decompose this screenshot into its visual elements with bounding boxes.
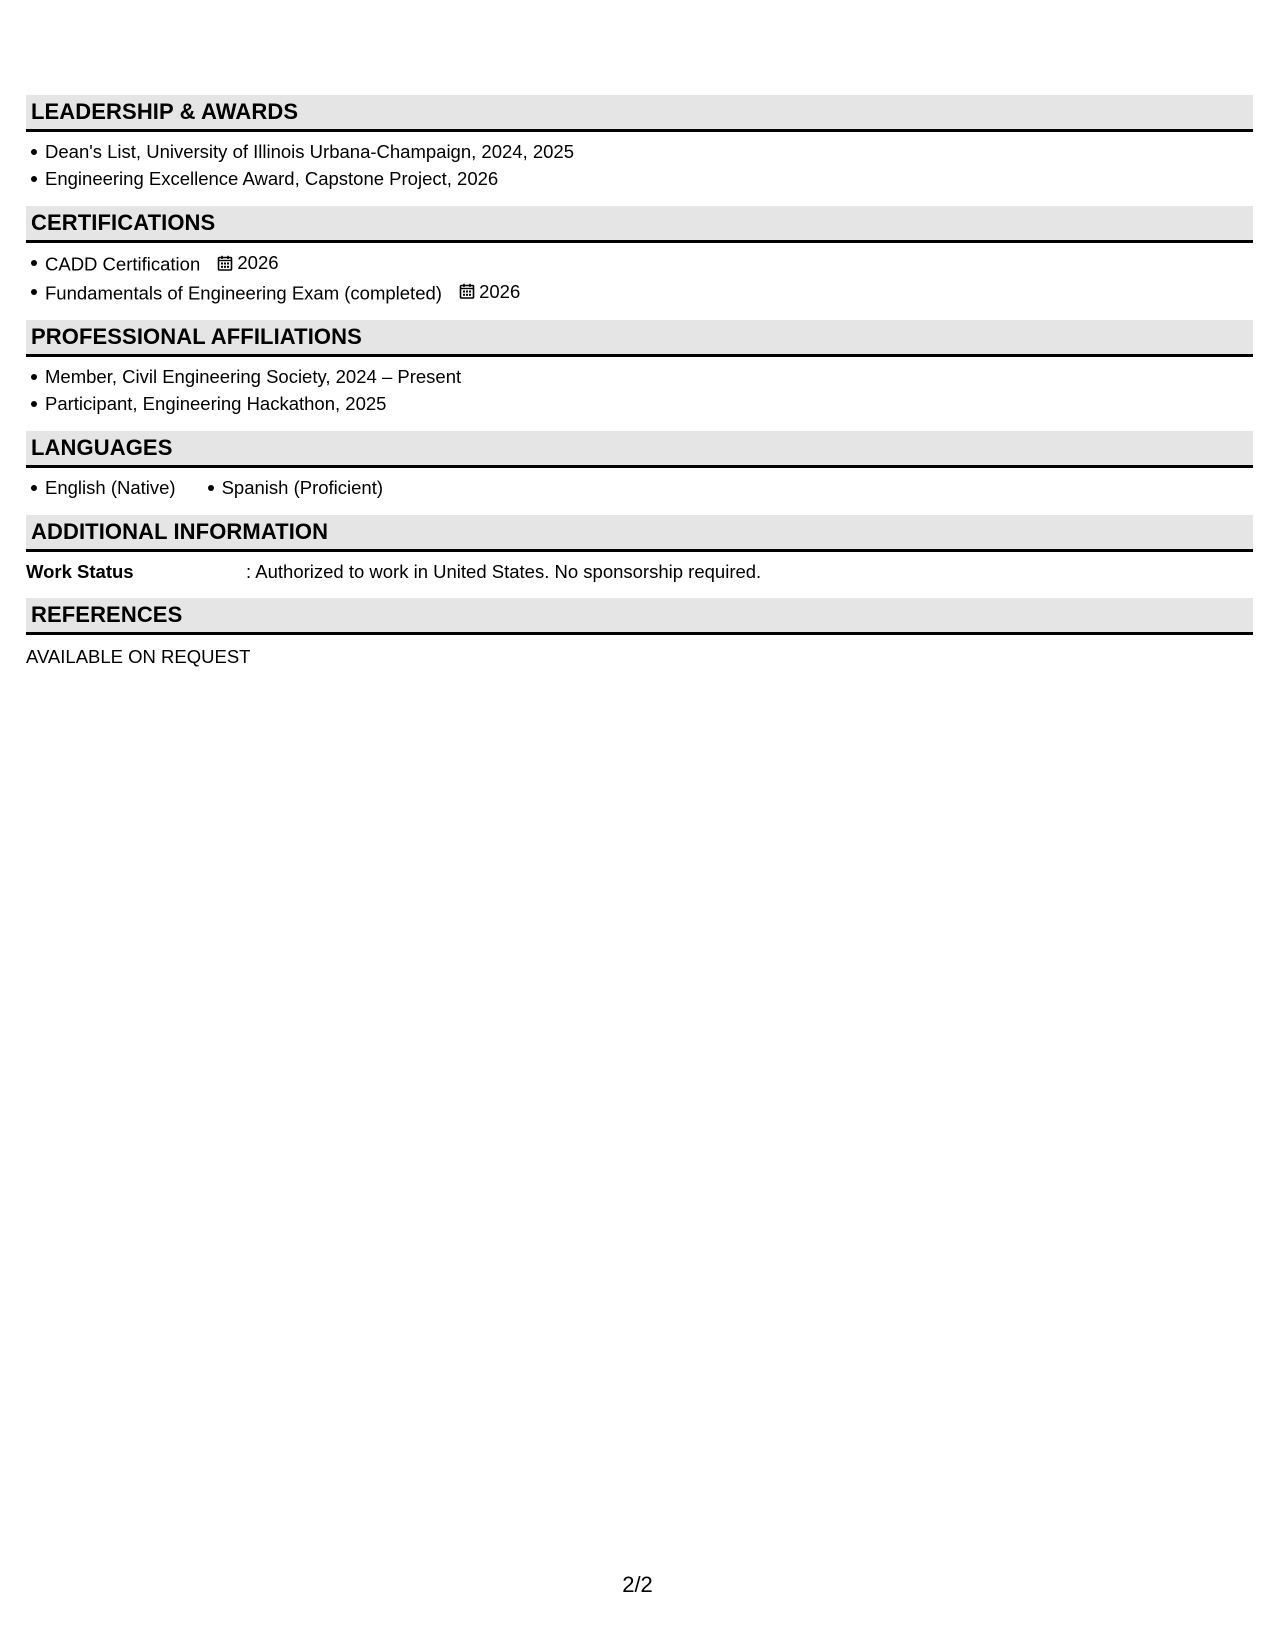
certifications-list xyxy=(26,249,1253,306)
certification-year: 2026 xyxy=(237,252,279,273)
section-title: LANGUAGES xyxy=(26,431,1253,468)
info-key: Work Status xyxy=(26,561,134,582)
section-professional-affiliations xyxy=(26,320,1253,417)
section-certifications xyxy=(26,206,1253,306)
list-item xyxy=(45,278,1253,307)
list-item: English (Native) xyxy=(45,474,176,501)
certification-date xyxy=(217,249,278,276)
page-number: 2/2 xyxy=(622,1572,653,1597)
awards-list xyxy=(26,138,1253,192)
languages-list xyxy=(26,474,1253,501)
section-languages xyxy=(26,431,1253,501)
section-title: CERTIFICATIONS xyxy=(26,206,1253,243)
calendar-icon xyxy=(459,283,475,299)
list-item xyxy=(45,249,1253,278)
calendar-icon xyxy=(217,255,233,271)
section-title: LEADERSHIP & AWARDS xyxy=(26,95,1253,132)
affiliations-list xyxy=(26,363,1253,417)
certification-date xyxy=(459,278,520,305)
list-item: Spanish (Proficient) xyxy=(222,474,383,501)
info-value: : Authorized to work in United States. No sponsorship required. xyxy=(246,561,762,582)
list-item: Dean's List, University of Illinois Urbana-Champaign, 2024, 2025 xyxy=(45,138,1253,165)
info-row xyxy=(26,560,1253,584)
certification-year: 2026 xyxy=(479,280,521,302)
list-item: Participant, Engineering Hackathon, 2025 xyxy=(45,390,1253,417)
certification-name: Fundamentals of Engineering Exam (completed) xyxy=(45,282,442,303)
section-references xyxy=(26,598,1253,669)
references-text: AVAILABLE ON REQUEST xyxy=(26,646,251,667)
resume-page xyxy=(26,95,1253,683)
section-leadership-awards xyxy=(26,95,1253,192)
section-title: PROFESSIONAL AFFILIATIONS xyxy=(26,320,1253,357)
list-item: Engineering Excellence Award, Capstone Project, 2026 xyxy=(45,165,1253,192)
section-title: REFERENCES xyxy=(26,598,1253,635)
section-additional-information xyxy=(26,515,1253,584)
list-item: Member, Civil Engineering Society, 2024 – Present xyxy=(45,363,1253,390)
section-title: ADDITIONAL INFORMATION xyxy=(26,515,1253,552)
certification-name: CADD Certification xyxy=(45,253,201,275)
